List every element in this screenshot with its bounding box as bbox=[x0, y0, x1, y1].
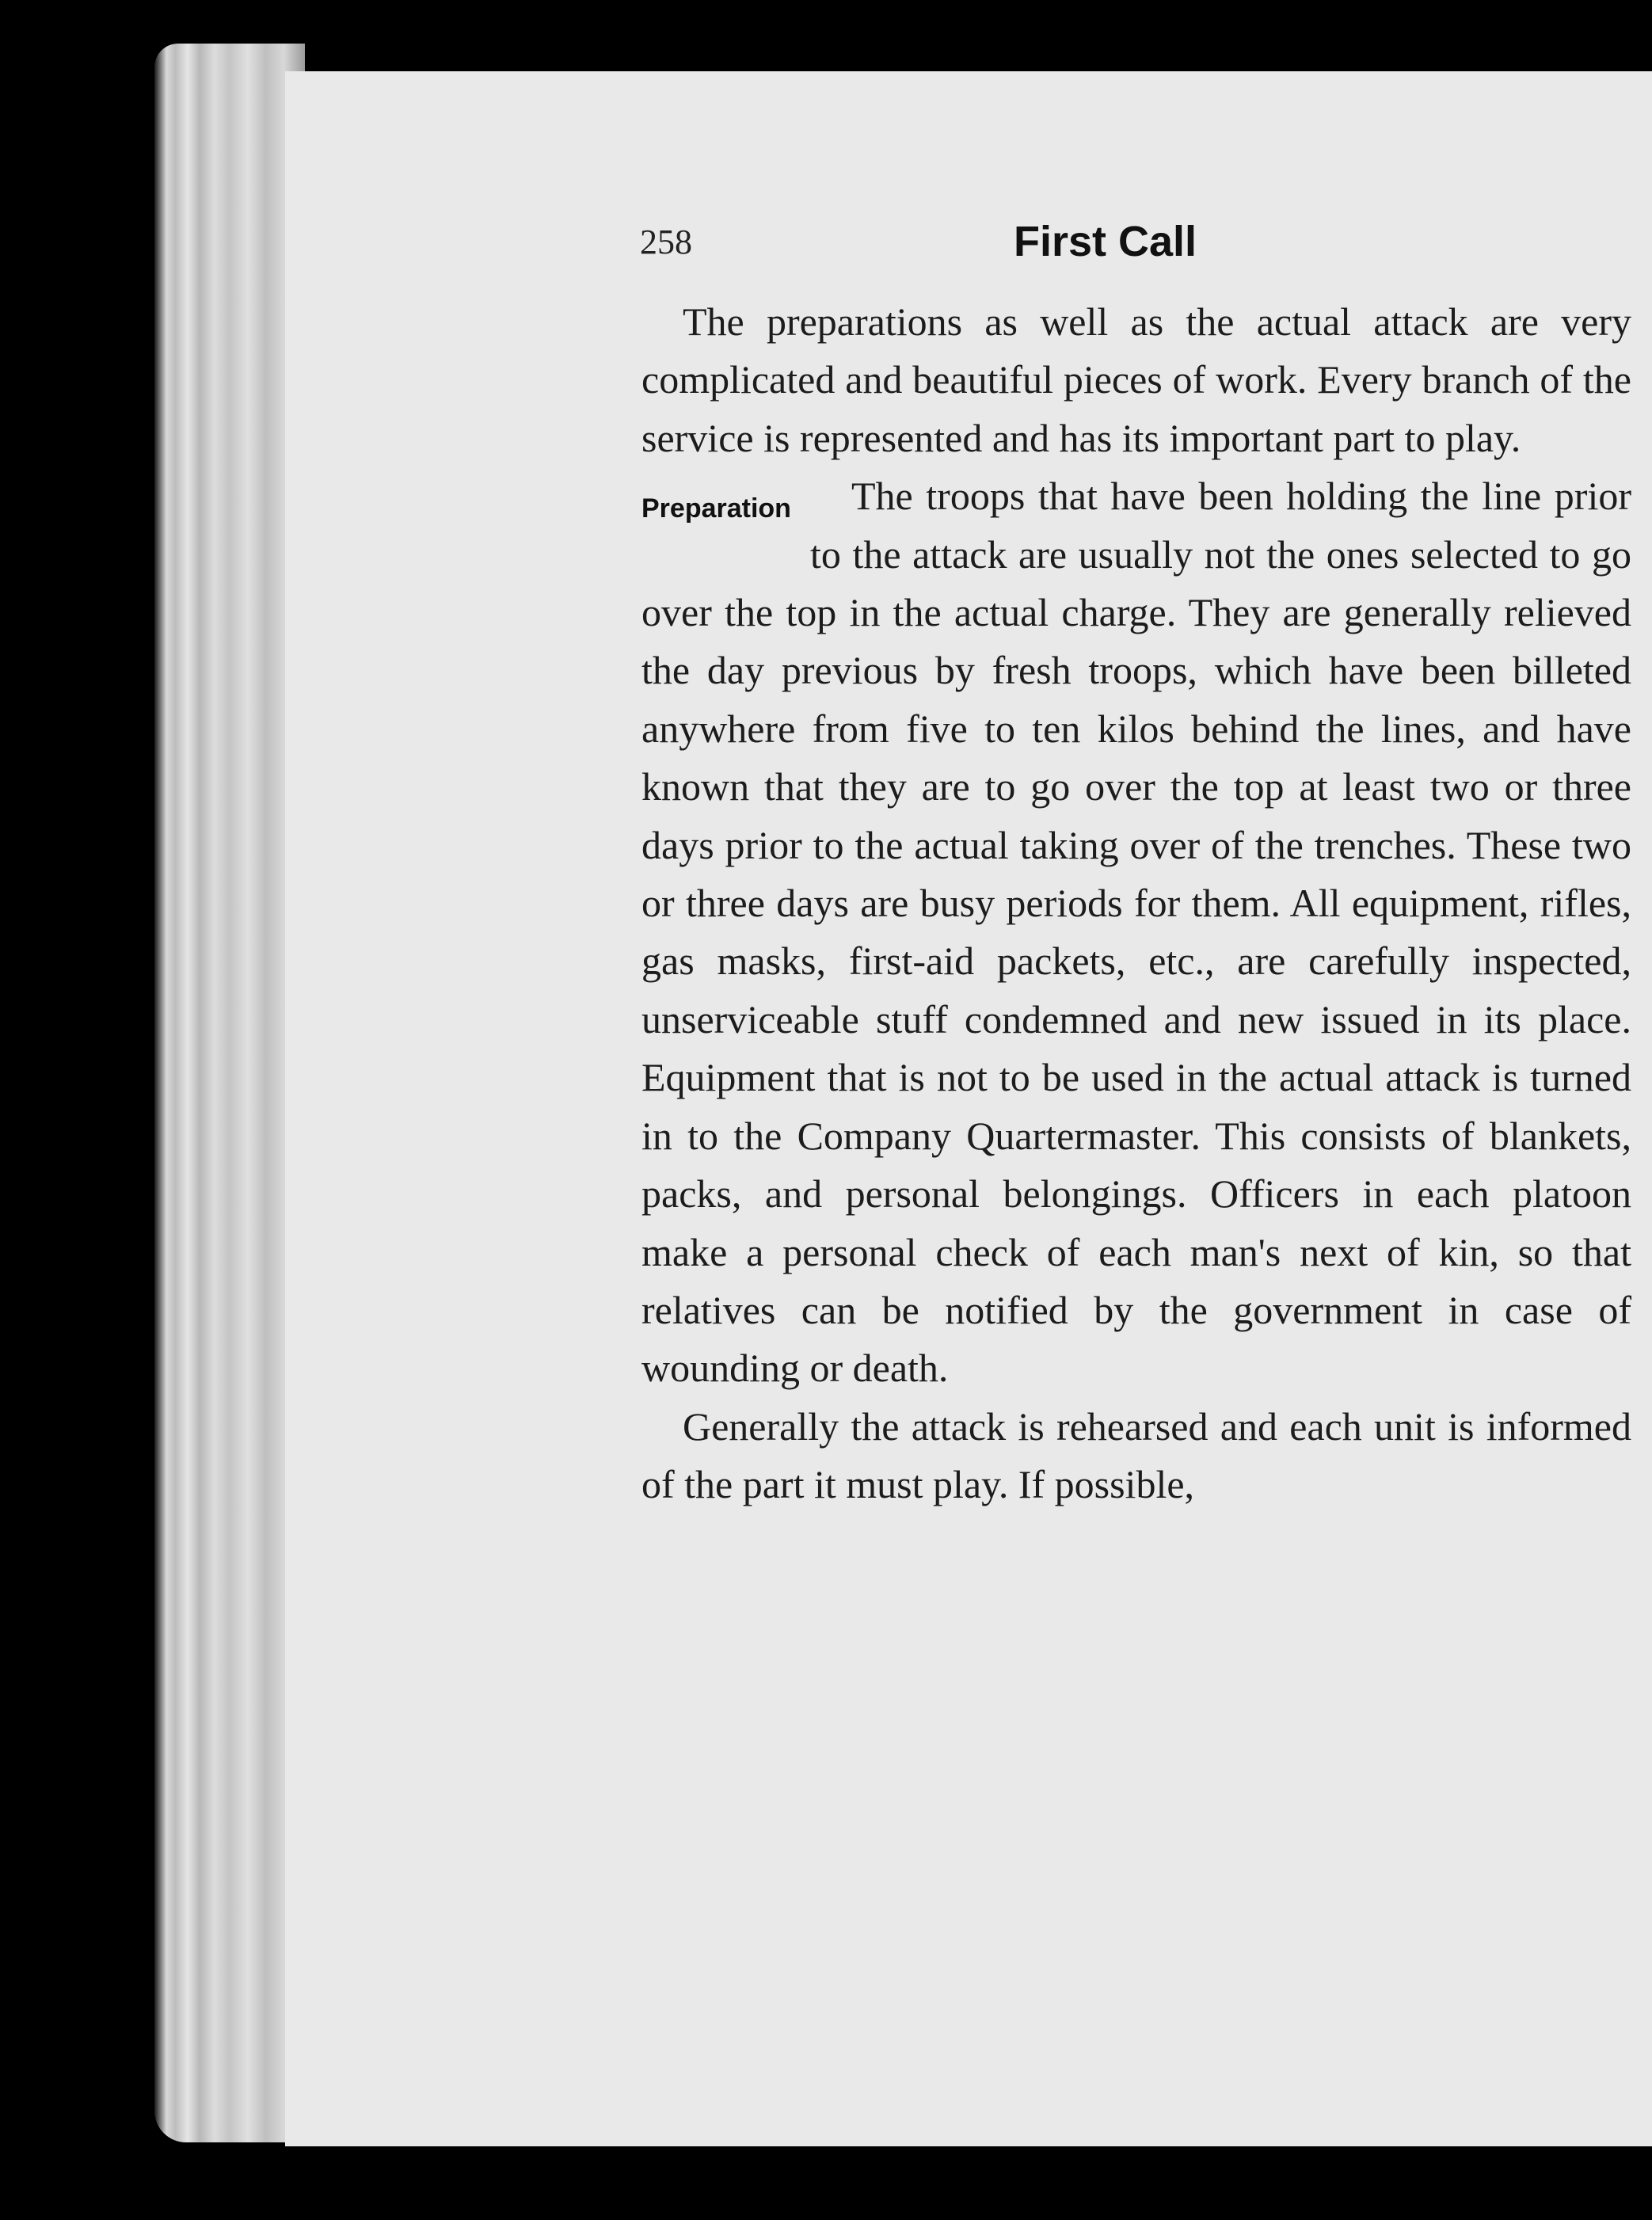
running-title: First Call bbox=[1014, 218, 1197, 265]
book-page bbox=[285, 71, 1652, 2146]
paragraph-2: The troops that have been holding the line prior to the attack are usually not the ones selected to go over the top in the actual charge. They are generally relieved the day previous by fresh troops, which have been billeted anywhere from five to ten kilos behind the lines, and have known that they are to go over the top at least two or three days prior to the actual taking over of the trenches. These two or three days are busy periods for them. All equipment, rifles, gas masks, first-aid packets, etc., are carefully inspected, unserviceable stuff condemned and new issued in its place. Equipment that is not to be used in the actual attack is turned in to the Company Quartermaster. This consists of blankets, packs, and personal belongings. Officers in each platoon make a personal check of each man's next of kin, so that relatives can be notified by the government in case of wounding or death. bbox=[641, 474, 1631, 1391]
sidenote bbox=[600, 467, 810, 583]
paragraph-2-container bbox=[641, 467, 1631, 1398]
book-page-edges bbox=[154, 44, 305, 2142]
paragraph-1: The preparations as well as the actual attack are very complicated and beautiful pieces of work. Every branch of the service is represented and has its important part to play. bbox=[641, 299, 1631, 460]
running-head bbox=[285, 218, 1652, 285]
sidenote-label: Preparation bbox=[641, 493, 791, 524]
page-number: 258 bbox=[640, 223, 692, 261]
body-text bbox=[641, 293, 1631, 1514]
paragraph-3: Generally the attack is rehearsed and each unit is informed of the part it must play. If possible, bbox=[641, 1403, 1631, 1507]
